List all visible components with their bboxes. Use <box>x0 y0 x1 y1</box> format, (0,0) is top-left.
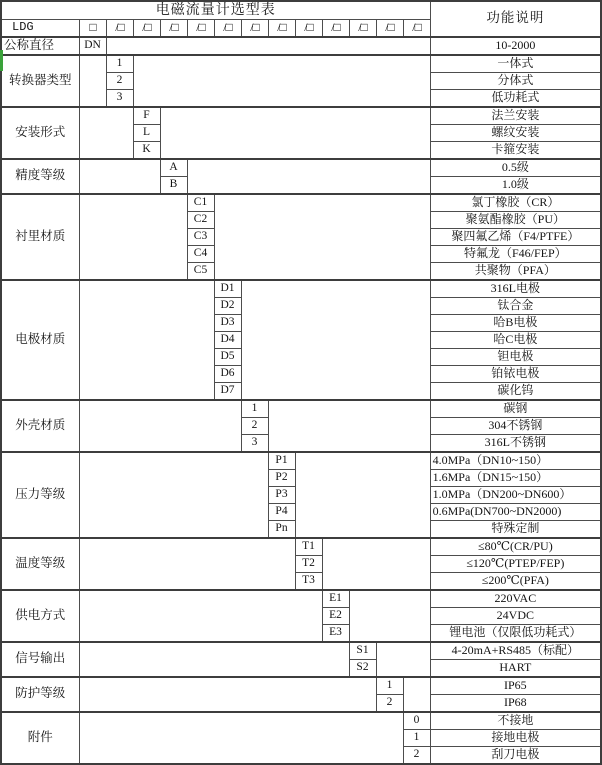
description-cell: 0.6MPa(DN700~DN2000) <box>430 503 601 520</box>
description-cell: 钽电极 <box>430 348 601 365</box>
option-row <box>1 677 601 695</box>
blank-right-cell <box>268 400 430 452</box>
option-row <box>1 194 601 212</box>
blank-left-cell <box>79 280 214 400</box>
description-cell: 1.0级 <box>430 176 601 194</box>
blank-left-cell <box>79 452 268 538</box>
code-slot-cell: /□ <box>187 19 214 37</box>
blank-right-cell <box>349 590 430 642</box>
code-cell: 2 <box>241 417 268 434</box>
code-cell: B <box>160 176 187 194</box>
option-row <box>1 400 601 418</box>
blank-right-cell <box>187 159 430 194</box>
blank-right-cell <box>214 194 430 280</box>
category-cell: 信号输出 <box>1 642 79 677</box>
description-cell: 低功耗式 <box>430 89 601 107</box>
blank-left-cell <box>79 194 187 280</box>
green-cell-indicator <box>0 50 3 71</box>
blank-right-cell <box>106 37 430 55</box>
category-cell: 公称直径 <box>1 37 79 55</box>
blank-right-cell <box>376 642 430 677</box>
option-row <box>1 55 601 73</box>
description-cell: 1.6MPa（DN15~150） <box>430 469 601 486</box>
code-cell: T1 <box>295 538 322 556</box>
code-cell: 2 <box>106 72 133 89</box>
function-column-header: 功能说明 <box>430 1 601 37</box>
code-cell: S1 <box>349 642 376 660</box>
code-cell: F <box>133 107 160 125</box>
description-cell: IP68 <box>430 694 601 712</box>
code-slot-cell: /□ <box>133 19 160 37</box>
blank-left-cell <box>79 400 241 452</box>
code-cell: S2 <box>349 659 376 677</box>
option-row <box>1 452 601 470</box>
code-cell: T3 <box>295 572 322 590</box>
category-cell: 精度等级 <box>1 159 79 194</box>
blank-right-cell <box>160 107 430 159</box>
table-title: 电磁流量计选型表 <box>1 1 430 19</box>
option-row <box>1 642 601 660</box>
description-cell: 钛合金 <box>430 297 601 314</box>
code-cell: D2 <box>214 297 241 314</box>
description-cell: 0.5级 <box>430 159 601 177</box>
option-row <box>1 712 601 730</box>
code-cell: C4 <box>187 245 214 262</box>
description-cell: 共聚物（PFA） <box>430 262 601 280</box>
description-cell: 304不锈钢 <box>430 417 601 434</box>
code-cell: 2 <box>376 694 403 712</box>
code-cell: 1 <box>376 677 403 695</box>
category-cell: 转换器类型 <box>1 55 79 107</box>
description-cell: 一体式 <box>430 55 601 73</box>
description-cell: 螺纹安装 <box>430 124 601 141</box>
blank-right-cell <box>133 55 430 107</box>
code-cell: C5 <box>187 262 214 280</box>
code-cell: C1 <box>187 194 214 212</box>
description-cell: 碳化钨 <box>430 382 601 400</box>
code-slot-cell: /□ <box>214 19 241 37</box>
option-row <box>1 538 601 556</box>
title-row <box>1 1 601 19</box>
code-slot-cell: /□ <box>349 19 376 37</box>
description-cell: 刮刀电极 <box>430 746 601 764</box>
description-cell: 220VAC <box>430 590 601 608</box>
code-slot-cell: /□ <box>376 19 403 37</box>
code-cell: P3 <box>268 486 295 503</box>
code-cell: T2 <box>295 555 322 572</box>
description-cell: 哈C电极 <box>430 331 601 348</box>
blank-left-cell <box>79 642 349 677</box>
option-row <box>1 159 601 177</box>
blank-left-cell <box>79 677 376 712</box>
option-row <box>1 590 601 608</box>
description-cell: ≤200℃(PFA) <box>430 572 601 590</box>
code-cell: 2 <box>403 746 430 764</box>
code-box-cell: □ <box>79 19 106 37</box>
category-cell: 外壳材质 <box>1 400 79 452</box>
code-slot-cell: /□ <box>403 19 430 37</box>
blank-right-cell <box>295 452 430 538</box>
description-cell: 316L电极 <box>430 280 601 298</box>
blank-left-cell <box>79 712 403 764</box>
description-cell: 铂铱电极 <box>430 365 601 382</box>
description-cell: 4.0MPa（DN10~150） <box>430 452 601 470</box>
description-cell: HART <box>430 659 601 677</box>
description-cell: 分体式 <box>430 72 601 89</box>
code-cell: E2 <box>322 607 349 624</box>
code-cell: D4 <box>214 331 241 348</box>
blank-left-cell <box>79 590 322 642</box>
code-cell: C2 <box>187 211 214 228</box>
blank-left-cell <box>79 55 106 107</box>
code-cell: L <box>133 124 160 141</box>
blank-right-cell <box>241 280 430 400</box>
description-cell: 10-2000 <box>430 37 601 55</box>
option-row <box>1 107 601 125</box>
description-cell: 碳钢 <box>430 400 601 418</box>
option-row <box>1 280 601 298</box>
description-cell: 316L不锈钢 <box>430 434 601 452</box>
category-cell: 压力等级 <box>1 452 79 538</box>
category-cell: 衬里材质 <box>1 194 79 280</box>
code-cell: P4 <box>268 503 295 520</box>
category-cell: 安装形式 <box>1 107 79 159</box>
code-cell: D5 <box>214 348 241 365</box>
description-cell: 法兰安装 <box>430 107 601 125</box>
description-cell: ≤80℃(CR/PU) <box>430 538 601 556</box>
code-cell: D6 <box>214 365 241 382</box>
description-cell: 哈B电极 <box>430 314 601 331</box>
category-cell: 附件 <box>1 712 79 764</box>
code-slot-cell: /□ <box>295 19 322 37</box>
description-cell: 不接地 <box>430 712 601 730</box>
option-row <box>1 37 601 55</box>
code-cell: 3 <box>241 434 268 452</box>
code-cell: D1 <box>214 280 241 298</box>
description-cell: ≤120℃(PTEP/FEP) <box>430 555 601 572</box>
code-cell: 0 <box>403 712 430 730</box>
code-cell: D7 <box>214 382 241 400</box>
description-cell: 1.0MPa（DN200~DN600） <box>430 486 601 503</box>
blank-left-cell <box>79 538 295 590</box>
code-cell: Pn <box>268 520 295 538</box>
code-cell: 3 <box>106 89 133 107</box>
code-cell: 1 <box>106 55 133 73</box>
description-cell: 特殊定制 <box>430 520 601 538</box>
code-cell: P2 <box>268 469 295 486</box>
category-cell: 防护等级 <box>1 677 79 712</box>
category-cell: 温度等级 <box>1 538 79 590</box>
category-cell: 电极材质 <box>1 280 79 400</box>
code-cell: 1 <box>403 729 430 746</box>
code-cell: 1 <box>241 400 268 418</box>
category-cell: 供电方式 <box>1 590 79 642</box>
code-slot-cell: /□ <box>322 19 349 37</box>
description-cell: 聚四氟乙烯（F4/PTFE） <box>430 228 601 245</box>
description-cell: 聚氨酯橡胶（PU） <box>430 211 601 228</box>
code-cell: DN <box>79 37 106 55</box>
code-cell: E3 <box>322 624 349 642</box>
description-cell: 卡箍安装 <box>430 141 601 159</box>
blank-right-cell <box>322 538 430 590</box>
blank-right-cell <box>403 677 430 712</box>
description-cell: 特氟龙（F46/FEP） <box>430 245 601 262</box>
description-cell: 24VDC <box>430 607 601 624</box>
description-cell: 锂电池（仅限低功耗式） <box>430 624 601 642</box>
model-prefix-cell: LDG <box>1 19 79 37</box>
description-cell: 氯丁橡胶（CR） <box>430 194 601 212</box>
code-cell: P1 <box>268 452 295 470</box>
code-slot-cell: /□ <box>268 19 295 37</box>
description-cell: 接地电极 <box>430 729 601 746</box>
code-cell: D3 <box>214 314 241 331</box>
code-cell: C3 <box>187 228 214 245</box>
code-slot-cell: /□ <box>241 19 268 37</box>
description-cell: 4-20mA+RS485（标配） <box>430 642 601 660</box>
description-cell: IP65 <box>430 677 601 695</box>
code-cell: K <box>133 141 160 159</box>
blank-left-cell <box>79 159 160 194</box>
code-cell: A <box>160 159 187 177</box>
code-slot-cell: /□ <box>106 19 133 37</box>
code-slot-cell: /□ <box>160 19 187 37</box>
code-cell: E1 <box>322 590 349 608</box>
blank-left-cell <box>79 107 133 159</box>
